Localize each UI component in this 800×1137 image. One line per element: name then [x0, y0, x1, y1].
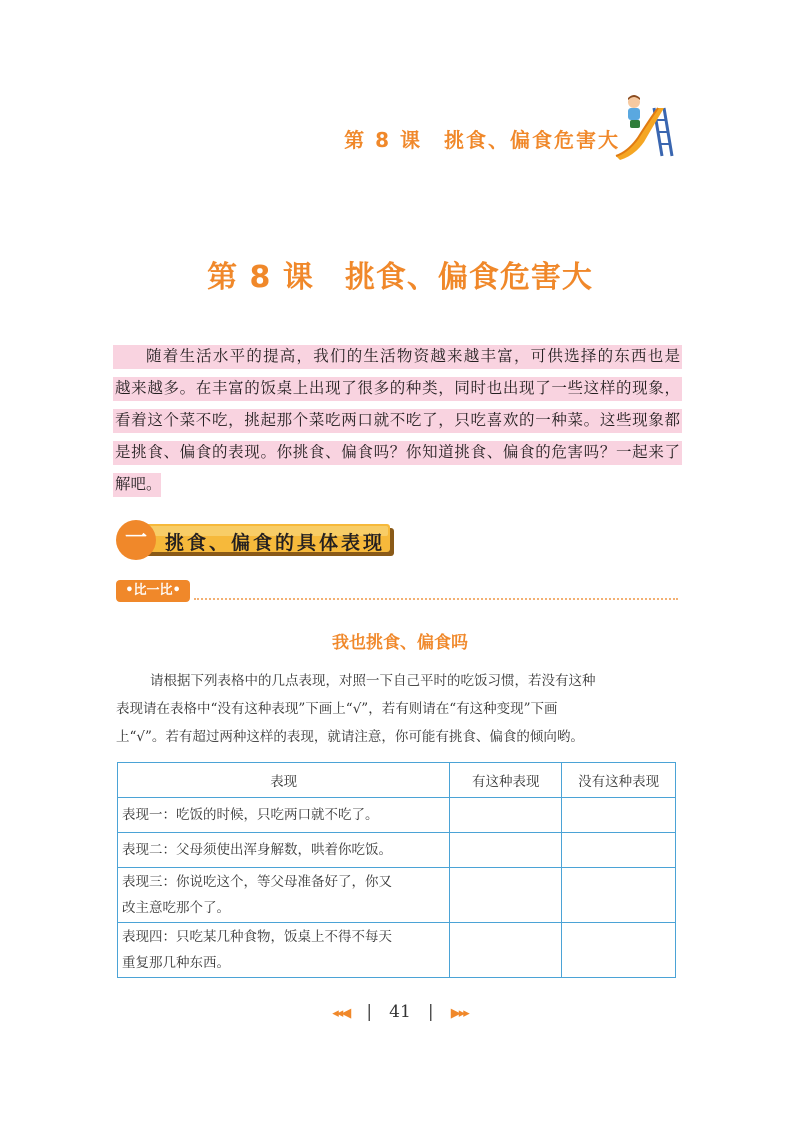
intro-line: 解吧。	[115, 468, 159, 500]
has-not-checkbox-cell[interactable]	[562, 798, 676, 833]
table-row	[118, 868, 676, 923]
column-header-behavior: 表现	[118, 763, 450, 798]
table-header-row	[118, 763, 676, 798]
table-row	[118, 923, 676, 978]
has-checkbox-cell[interactable]	[450, 798, 562, 833]
dotted-divider	[194, 598, 678, 600]
intro-line: 随着生活水平的提高，我们的生活物资越来越丰富，可供选择的东西也是	[115, 340, 680, 372]
column-header-has: 有这种表现	[450, 763, 562, 798]
has-not-checkbox-cell[interactable]	[562, 833, 676, 868]
section-title: 挑食、偏食的具体表现	[165, 532, 386, 554]
next-arrows-icon: ▶▸▸	[450, 1006, 468, 1021]
section-number-badge: 一	[116, 520, 156, 560]
behavior-cell: 表现三：你说吃这个，等父母准备好了，你又 改主意吃那个了。	[118, 868, 450, 923]
has-checkbox-cell[interactable]	[450, 833, 562, 868]
intro-line: 是挑食、偏食的表现。你挑食、偏食吗？你知道挑食、偏食的危害吗？一起来了	[115, 436, 680, 468]
behavior-cell: 表现四：只吃某几种食物，饭桌上不得不每天 重复那几种东西。	[118, 923, 450, 978]
instruction-line: 请根据下列表格中的几点表现，对照一下自己平时的吃饭习惯，若没有这种	[150, 673, 596, 689]
intro-line: 越来越多。在丰富的饭桌上出现了很多的种类，同时也出现了一些这样的现象，	[115, 372, 680, 404]
has-checkbox-cell[interactable]	[450, 923, 562, 978]
behavior-cell: 表现二：父母须使出浑身解数，哄着你吃饭。	[118, 833, 450, 868]
slide-illustration-icon	[606, 94, 676, 160]
table-row	[118, 798, 676, 833]
instruction-line: 表现请在表格中“没有这种表现”下画上“√”，若有则请在“有这种变现”下画	[116, 701, 558, 717]
lesson-title: 第 8 课 挑食、偏食危害大	[207, 260, 593, 295]
intro-paragraph	[115, 340, 680, 500]
page-number: 41	[389, 1002, 411, 1022]
activity-title: 我也挑食、偏食吗	[332, 633, 468, 653]
running-header-title: 第 8 课 挑食、偏食危害大	[344, 128, 620, 152]
instruction-line: 上“√”。若有超过两种这样的表现，就请注意，你可能有挑食、偏食的倾向哟。	[116, 729, 584, 745]
has-checkbox-cell[interactable]	[450, 868, 562, 923]
prev-arrows-icon: ◂◂◀	[332, 1006, 350, 1021]
table-row	[118, 833, 676, 868]
intro-line: 看着这个菜不吃，挑起那个菜吃两口就不吃了，只吃喜欢的一种菜。这些现象都	[115, 404, 680, 436]
behavior-cell: 表现一：吃饭的时候，只吃两口就不吃了。	[118, 798, 450, 833]
column-header-has-not: 没有这种表现	[562, 763, 676, 798]
activity-instructions	[116, 667, 680, 751]
page-footer	[0, 1002, 800, 1022]
footer-separator: |	[427, 1002, 434, 1022]
has-not-checkbox-cell[interactable]	[562, 923, 676, 978]
compare-badge: •比一比•	[116, 580, 190, 602]
footer-separator: |	[366, 1002, 373, 1022]
has-not-checkbox-cell[interactable]	[562, 868, 676, 923]
survey-table	[117, 762, 676, 978]
